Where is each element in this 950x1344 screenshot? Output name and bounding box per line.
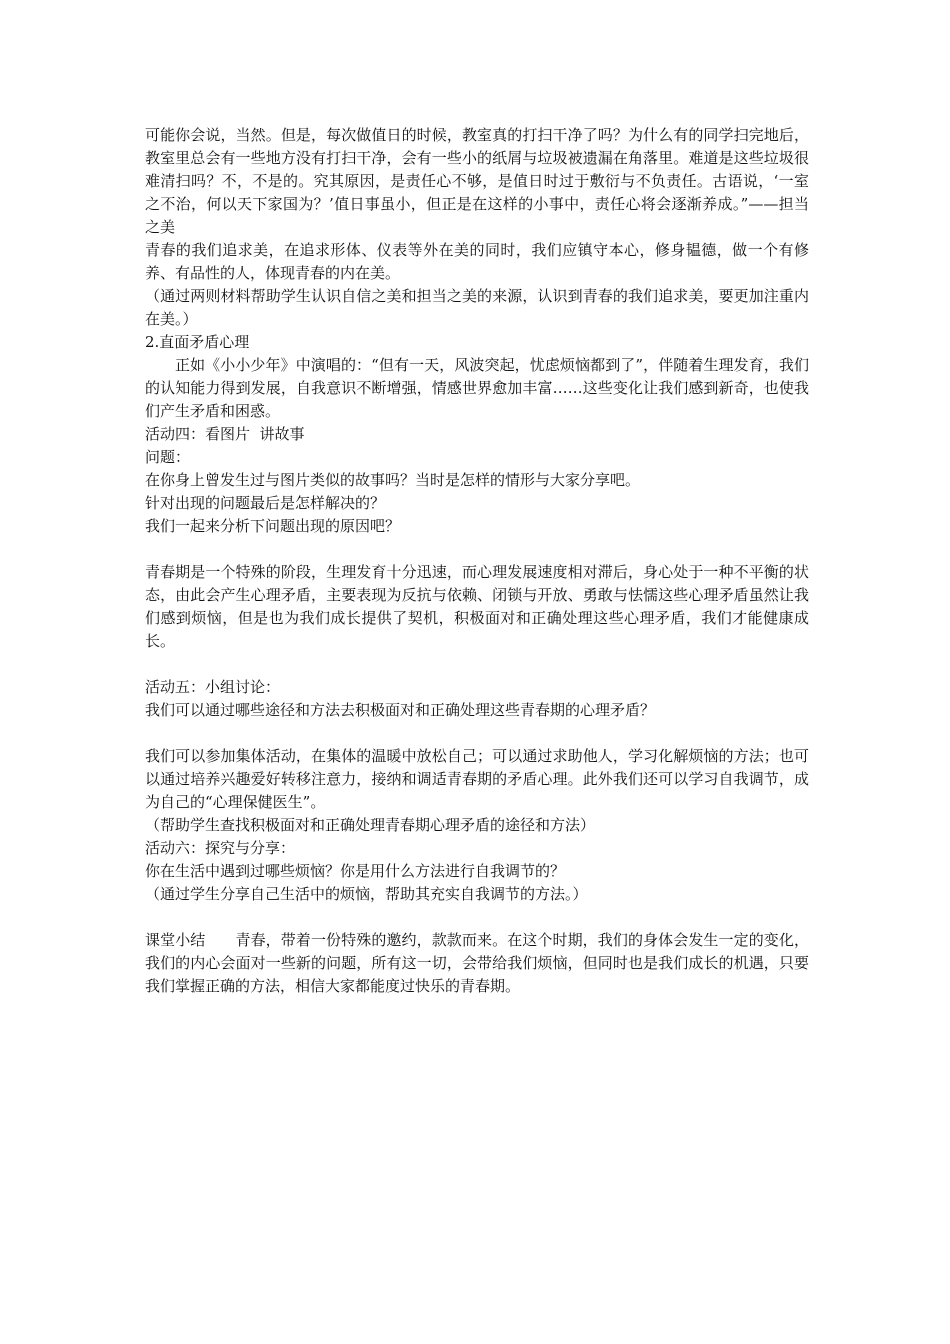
paragraph-inner-beauty: 青春的我们追求美，在追求形体、仪表等外在美的同时，我们应镇守本心，修身韫德，做一个有修养、有品性的人，体现青春的内在美。 [145,241,809,282]
paragraph-song: 正如《小小少年》中演唱的：“但有一天，风波突起，忧虑烦恼都到了”，伴随着生理发育，我们的认知能力得到发展，自我意识不断增强，情感世界愈加丰富……这些变化让我们感到新奇，也使我们产生矛盾和困惑。 [145,356,809,420]
summary-text: 青春，带着一份特殊的邀约，款款而来。在这个时期，我们的身体会发生一定的变化，我们的内心会面对一些新的问题，所有这一切，会带给我们烦恼，但同时也是我们成长的机遇，只要我们掌握正确的方法，相信大家都能度过快乐的青春期。 [145,931,809,995]
blank-line [145,538,809,561]
activity5-title: 活动五：小组讨论： [145,678,281,696]
paragraph-methods: 我们可以参加集体活动，在集体的温暖中放松自己；可以通过求助他人，学习化解烦恼的方法；也可以通过培养兴趣爱好转移注意力，接纳和调适青春期的矛盾心理。此外我们还可以学习自我调节，成为自己的“心理保健医生”。 [145,747,809,811]
section-heading-2: 2.直面矛盾心理 [145,333,250,351]
activity6-title: 活动六：探究与分享： [145,839,296,857]
activity4-question-2: 针对出现的问题最后是怎样解决的？ [145,494,386,512]
note-materials: （通过两则材料帮助学生认识自信之美和担当之美的来源，认识到青春的我们追求美，要更加注重内在美。） [145,287,809,328]
activity4-title: 活动四：看图片 讲故事 [145,425,305,443]
activity5-question: 我们可以通过哪些途径和方法去积极面对和正确处理这些青春期的心理矛盾？ [145,701,656,719]
activity4-question-3: 我们一起来分析下问题出现的原因吧？ [145,517,401,535]
blank-line [145,653,809,676]
activity4-question-label: 问题： [145,448,191,466]
activity4-question-1: 在你身上曾发生过与图片类似的故事吗？当时是怎样的情形与大家分享吧。 [145,471,641,489]
activity6-question: 你在生活中遇到过哪些烦恼？你是用什么方法进行自我调节的？ [145,862,566,880]
document-page [145,124,809,998]
blank-line [145,906,809,929]
note-methods: （帮助学生查找积极面对和正确处理青春期心理矛盾的途径和方法） [145,816,596,834]
summary-paragraph [145,929,809,998]
blank-line [145,722,809,745]
paragraph-adolescence: 青春期是一个特殊的阶段，生理发育十分迅速，而心理发展速度相对滞后，身心处于一种不平衡的状态，由此会产生心理矛盾，主要表现为反抗与依赖、闭锁与开放、勇敢与怯懦这些心理矛盾虽然让我们感到烦恼，但是也为我们成长提供了契机，积极面对和正确处理这些心理矛盾，我们才能健康成长。 [145,563,809,650]
paragraph-responsibility: 可能你会说，当然。但是，每次做值日的时候，教室真的打扫干净了吗？为什么有的同学扫完地后，教室里总会有一些地方没有打扫干净，会有一些小的纸屑与垃圾被遗漏在角落里。难道是这些垃圾很难清扫吗？不，不是的。究其原因，是责任心不够，是值日时过于敷衍与不负责任。古语说，‘一室之不治，何以天下家国为？’值日事虽小，但正是在这样的小事中，责任心将会逐渐养成。”——担当之美 [145,126,809,236]
summary-label: 课堂小结 [145,931,206,949]
note-share: （通过学生分享自己生活中的烦恼，帮助其充实自我调节的方法。） [145,885,588,903]
